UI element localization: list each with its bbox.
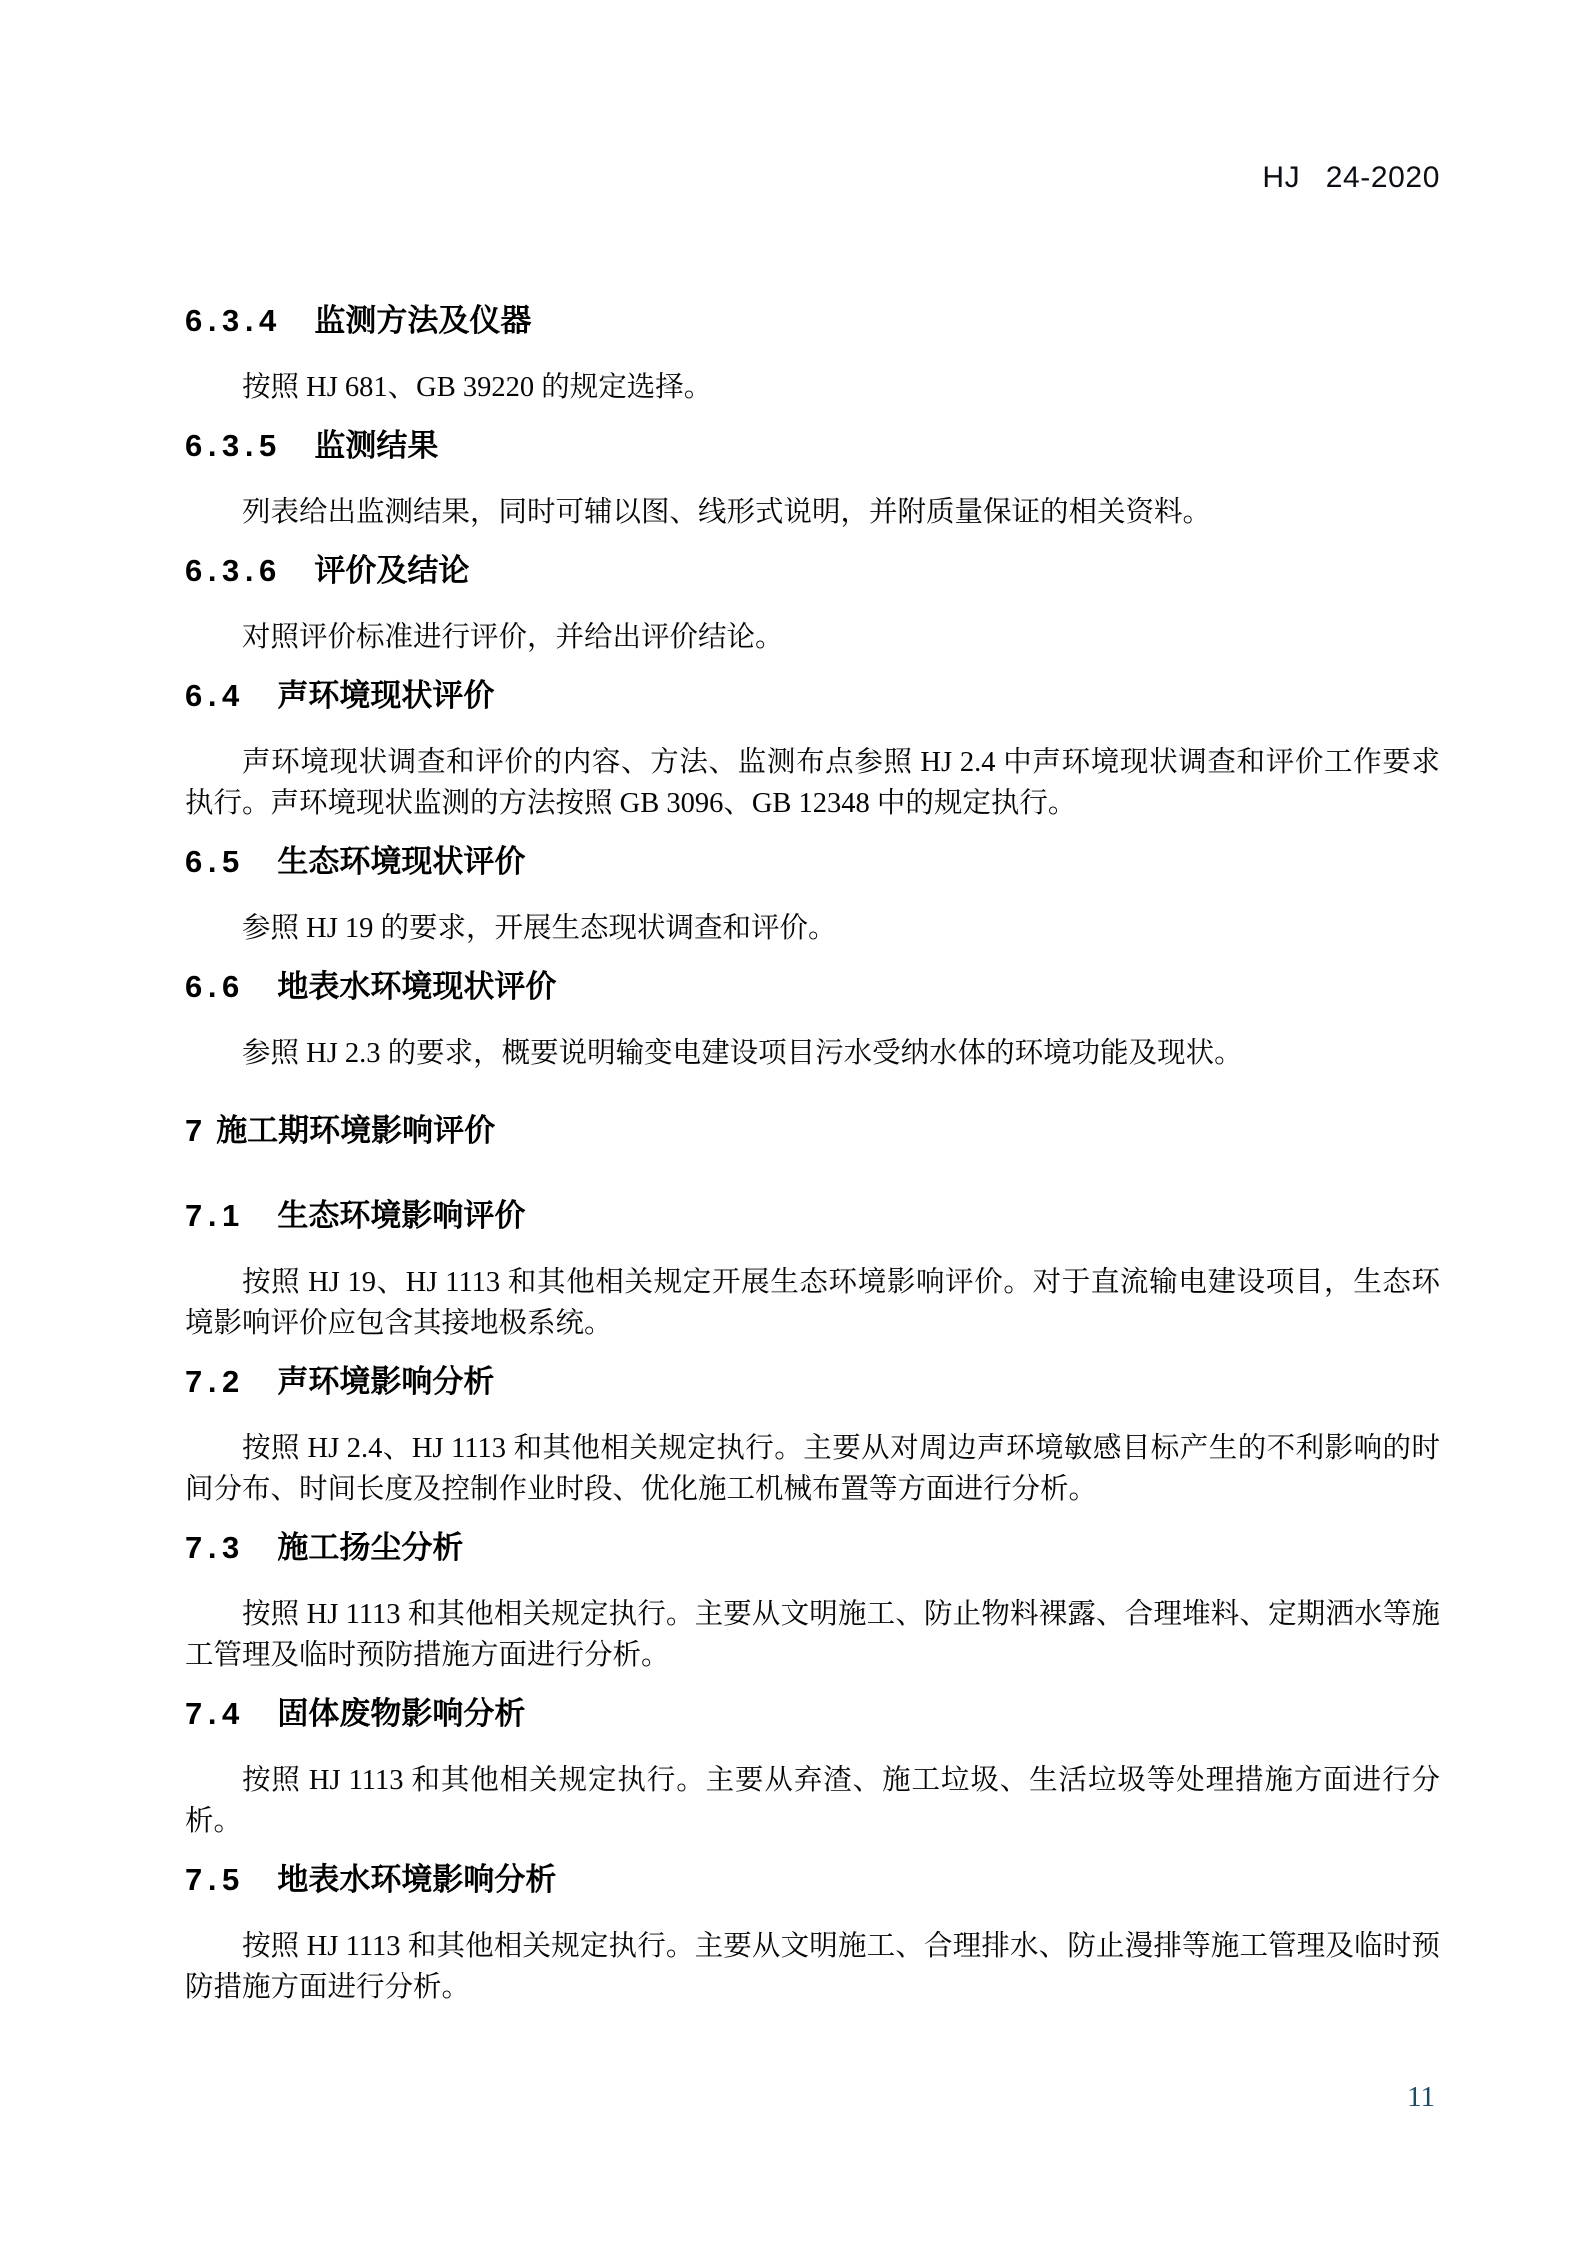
body-paragraph: 按照 HJ 681、GB 39220 的规定选择。 (242, 372, 713, 403)
heading-title: 生态环境现状评价 (277, 844, 526, 879)
heading-number: 6.4 (185, 678, 245, 713)
section-heading (185, 1696, 1440, 1732)
body-paragraph: 声环境现状调查和评价的内容、方法、监测布点参照 HJ 2.4 中声环境现状调查和评价工作要求执行。声环境现状监测的方法按照 GB 3096、GB 12348 中的规定执行。 (185, 747, 1440, 819)
doc-body (185, 303, 1440, 2008)
body-paragraph: 对照评价标准进行评价，并给出评价结论。 (242, 622, 784, 653)
heading-title: 生态环境影响评价 (277, 1198, 526, 1233)
page-number: 11 (1407, 2081, 1435, 2113)
section-heading (185, 844, 1440, 880)
section-heading (185, 1364, 1440, 1400)
heading-number: 6.3.5 (185, 428, 282, 463)
heading-title: 地表水环境现状评价 (277, 969, 557, 1004)
body-paragraph: 参照 HJ 19 的要求，开展生态现状调查和评价。 (242, 913, 837, 944)
chapter-heading (185, 1113, 1440, 1149)
doc-header (185, 0, 1440, 196)
body-paragraph: 按照 HJ 2.4、HJ 1113 和其他相关规定执行。主要从对周边声环境敏感目标产生的不利影响的时间分布、时间长度及控制作业时段、优化施工机械布置等方面进行分析。 (185, 1433, 1440, 1505)
body-paragraph: 参照 HJ 2.3 的要求，概要说明输变电建设项目污水受纳水体的环境功能及现状。 (242, 1038, 1243, 1069)
section-heading (185, 303, 1440, 339)
heading-number: 6.6 (185, 969, 245, 1004)
body-paragraph: 按照 HJ 1113 和其他相关规定执行。主要从弃渣、施工垃圾、生活垃圾等处理措施方面进行分析。 (185, 1765, 1440, 1837)
body-paragraph: 按照 HJ 1113 和其他相关规定执行。主要从文明施工、防止物料裸露、合理堆料、定期洒水等施工管理及临时预防措施方面进行分析。 (185, 1599, 1440, 1671)
heading-title: 声环境影响分析 (277, 1364, 495, 1399)
section-heading (185, 1530, 1440, 1566)
heading-number: 6.3.4 (185, 303, 282, 338)
heading-number: 6.3.6 (185, 553, 282, 588)
heading-title: 监测方法及仪器 (314, 303, 532, 338)
heading-number: 7.4 (185, 1696, 245, 1731)
heading-number: 7 (185, 1113, 203, 1148)
body-paragraph: 列表给出监测结果，同时可辅以图、线形式说明，并附质量保证的相关资料。 (242, 497, 1212, 528)
heading-title: 施工扬尘分析 (277, 1530, 464, 1565)
doc-code: HJ 24-2020 (1262, 161, 1440, 194)
section-heading (185, 1198, 1440, 1234)
document-content (185, 0, 1440, 2008)
heading-number: 7.2 (185, 1364, 245, 1399)
heading-title: 评价及结论 (314, 553, 470, 588)
heading-title: 声环境现状评价 (277, 678, 495, 713)
section-heading (185, 1862, 1440, 1898)
heading-title: 施工期环境影响评价 (216, 1113, 496, 1148)
section-heading (185, 678, 1440, 714)
heading-number: 7.1 (185, 1198, 245, 1233)
section-heading (185, 428, 1440, 464)
heading-title: 固体废物影响分析 (277, 1696, 526, 1731)
section-heading (185, 553, 1440, 589)
body-paragraph: 按照 HJ 19、HJ 1113 和其他相关规定开展生态环境影响评价。对于直流输电建设项目，生态环境影响评价应包含其接地极系统。 (185, 1267, 1440, 1339)
body-paragraph: 按照 HJ 1113 和其他相关规定执行。主要从文明施工、合理排水、防止漫排等施工管理及临时预防措施方面进行分析。 (185, 1931, 1440, 2003)
heading-number: 7.5 (185, 1862, 245, 1897)
heading-number: 6.5 (185, 844, 245, 879)
heading-title: 地表水环境影响分析 (277, 1862, 557, 1897)
heading-number: 7.3 (185, 1530, 245, 1565)
heading-title: 监测结果 (314, 428, 439, 463)
section-heading (185, 969, 1440, 1005)
